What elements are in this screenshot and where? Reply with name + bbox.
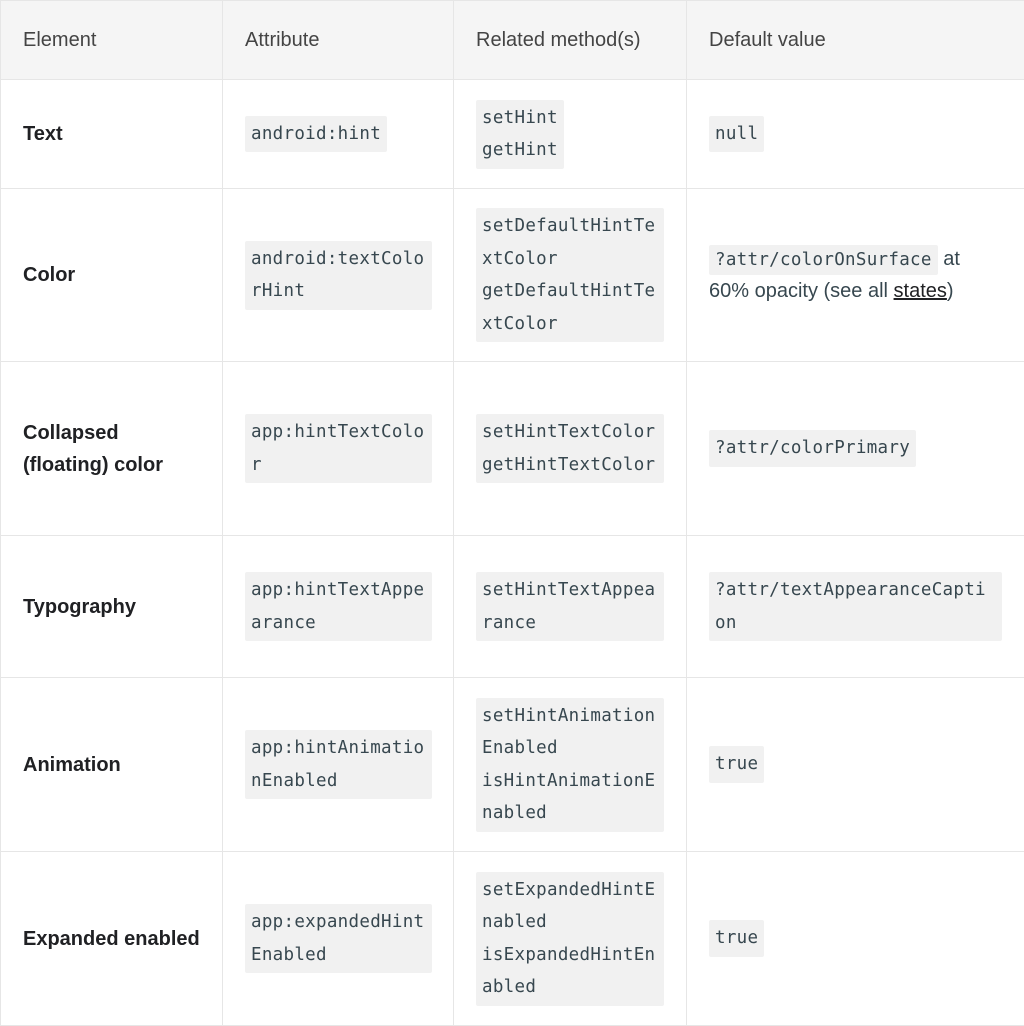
- header-element: Element: [1, 1, 223, 80]
- attribute-code: app:hintAnimationEnabled: [245, 730, 432, 799]
- methods-code: [476, 872, 664, 1006]
- method-name: isHintAnimationEnabled: [482, 770, 656, 823]
- default-cell: [687, 189, 1024, 362]
- element-cell: Typography: [1, 536, 223, 678]
- attribute-code: app:hintTextAppearance: [245, 572, 432, 641]
- table-row: [1, 189, 1024, 362]
- default-code: true: [709, 746, 764, 783]
- default-cell: [687, 362, 1024, 536]
- header-methods: Related method(s): [454, 1, 687, 80]
- element-cell: Collapsed (floating) color: [1, 362, 223, 536]
- methods-cell: [454, 536, 687, 678]
- default-cell: [687, 80, 1024, 189]
- attribute-code: app:hintTextColor: [245, 414, 432, 483]
- table-row: [1, 362, 1024, 536]
- attribute-cell: [223, 852, 454, 1026]
- default-code: null: [709, 116, 764, 153]
- methods-cell: [454, 852, 687, 1026]
- attribute-cell: [223, 189, 454, 362]
- table-row: [1, 678, 1024, 852]
- method-name: getHintTextColor: [482, 454, 656, 475]
- states-link[interactable]: states: [893, 280, 947, 302]
- element-cell: Text: [1, 80, 223, 189]
- attribute-cell: [223, 80, 454, 189]
- attribute-code: android:textColorHint: [245, 241, 432, 310]
- method-name: setDefaultHintTextColor: [482, 216, 656, 269]
- methods-cell: [454, 80, 687, 189]
- default-cell: [687, 852, 1024, 1026]
- methods-cell: [454, 362, 687, 536]
- default-code: true: [709, 920, 764, 957]
- method-name: setExpandedHintEnabled: [482, 879, 656, 932]
- method-name: setHintTextColor: [482, 422, 656, 442]
- default-text-end: ): [946, 280, 954, 302]
- methods-cell: [454, 189, 687, 362]
- default-cell: [687, 536, 1024, 678]
- method-name: setHint: [482, 107, 558, 128]
- attribute-cell: [223, 362, 454, 536]
- method-name: getHint: [482, 140, 558, 160]
- default-description: [709, 243, 1002, 307]
- element-cell: Color: [1, 189, 223, 362]
- methods-code: setHintTextAppearance: [476, 572, 664, 641]
- methods-code: [476, 100, 564, 169]
- methods-code: [476, 208, 664, 342]
- element-cell: Animation: [1, 678, 223, 852]
- default-text: at 60% opacity (see all: [709, 248, 960, 302]
- attribute-cell: [223, 536, 454, 678]
- table-row: [1, 536, 1024, 678]
- default-cell: [687, 678, 1024, 852]
- methods-code: [476, 414, 664, 483]
- default-code: ?attr/colorPrimary: [709, 430, 916, 467]
- methods-code: [476, 698, 664, 832]
- table-row: [1, 852, 1024, 1026]
- table-header-row: [1, 1, 1024, 80]
- default-code: ?attr/textAppearanceCaption: [709, 572, 1002, 641]
- element-cell: Expanded enabled: [1, 852, 223, 1026]
- default-code: ?attr/colorOnSurface: [709, 245, 938, 275]
- header-default-value: Default value: [687, 1, 1024, 80]
- method-name: setHintAnimationEnabled: [482, 705, 656, 758]
- method-name: isExpandedHintEnabled: [482, 944, 656, 997]
- attribute-code: app:expandedHintEnabled: [245, 904, 432, 973]
- attribute-code: android:hint: [245, 116, 387, 153]
- table-row: [1, 80, 1024, 189]
- header-attribute: Attribute: [223, 1, 454, 80]
- method-name: getDefaultHintTextColor: [482, 281, 656, 334]
- attribute-cell: [223, 678, 454, 852]
- methods-cell: [454, 678, 687, 852]
